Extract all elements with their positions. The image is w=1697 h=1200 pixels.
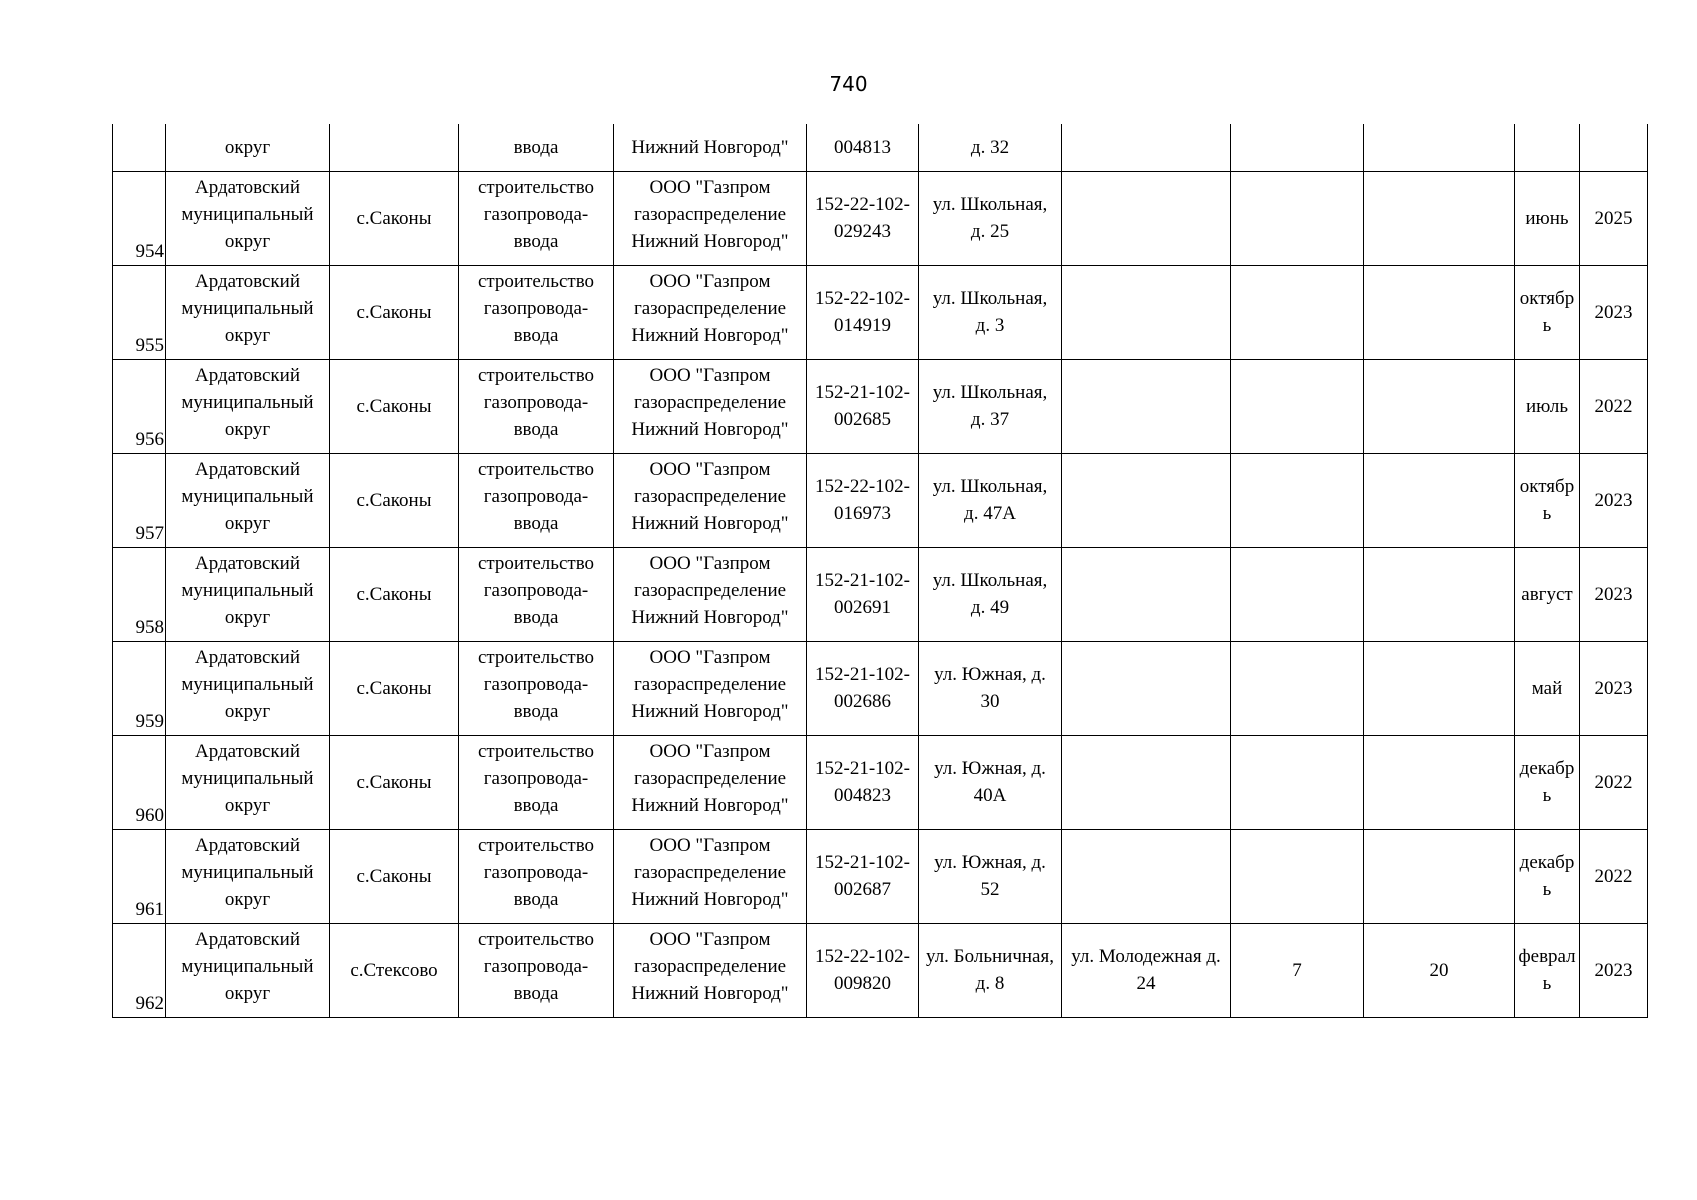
cell-line: д. 49 (970, 597, 1010, 618)
cell-line: 014919 (834, 315, 891, 336)
year-cell: 2022 (1580, 735, 1648, 829)
cell-line: ул. Школьная, (932, 570, 1048, 591)
cell-line: округ (224, 324, 271, 346)
gasification-table (112, 124, 1648, 1018)
cell-line: 152-22-102- (815, 946, 910, 967)
district-cell (166, 453, 330, 547)
row-number-cell: 962 (113, 923, 166, 1017)
cell-line: феврал (1518, 946, 1576, 967)
cell-line: октябр (1519, 476, 1575, 497)
value-cell-a (1231, 453, 1364, 547)
cell-line: строительство (477, 834, 595, 856)
cell-line: строительство (477, 364, 595, 386)
cell-line: 004823 (834, 785, 891, 806)
table-row (113, 124, 1648, 171)
cell-line: ь (1542, 879, 1552, 900)
settlement-cell (330, 124, 459, 171)
value-cell-a (1231, 547, 1364, 641)
row-number-cell: 958 (113, 547, 166, 641)
cell-line: муниципальный (181, 767, 314, 789)
cell-line: газопровода- (483, 579, 589, 601)
settlement-cell: с.Саконы (330, 359, 459, 453)
cell-line: 004813 (834, 136, 891, 158)
cell-line: ул. Южная, д. (934, 758, 1046, 779)
table-row (113, 829, 1648, 923)
cell-line: июнь (1525, 207, 1569, 229)
year-cell: 2022 (1580, 829, 1648, 923)
cell-line: муниципальный (181, 861, 314, 883)
organization-cell (614, 171, 807, 265)
year-cell: 2022 (1580, 359, 1648, 453)
value-cell-b (1364, 171, 1515, 265)
year-cell: 2023 (1580, 453, 1648, 547)
cell-line: 152-22-102- (815, 288, 910, 309)
cell-line: д. 32 (970, 136, 1010, 158)
cell-line: Ардатовский (195, 458, 300, 480)
application-code-cell (807, 641, 919, 735)
cell-line: 152-22-102- (815, 194, 910, 215)
cell-line: газораспределение (633, 955, 787, 977)
cell-line: ввода (513, 982, 559, 1004)
district-cell (166, 171, 330, 265)
cell-line: газораспределение (633, 579, 787, 601)
year-cell: 2023 (1580, 923, 1648, 1017)
cell-line: газопровода- (483, 673, 589, 695)
value-cell-a (1231, 171, 1364, 265)
cell-line: 152-21-102- (815, 570, 910, 591)
organization-cell (614, 453, 807, 547)
table-row (113, 547, 1648, 641)
row-number-cell: 957 (113, 453, 166, 547)
cell-line: Ардатовский (195, 552, 300, 574)
cell-line: строительство (477, 740, 595, 762)
cell-line: 002685 (834, 409, 891, 430)
application-code-cell (807, 829, 919, 923)
cell-line: ь (1542, 973, 1552, 994)
value-cell-b (1364, 829, 1515, 923)
organization-cell (614, 265, 807, 359)
second-address-cell (1062, 735, 1231, 829)
cell-line: строительство (477, 646, 595, 668)
table-body (113, 124, 1648, 1017)
cell-line: округ (224, 512, 271, 534)
work-type-cell (459, 641, 614, 735)
month-cell (1515, 735, 1580, 829)
cell-line: ООО "Газпром (649, 646, 771, 668)
cell-line: муниципальный (181, 485, 314, 507)
value-cell-a (1231, 124, 1364, 171)
value-cell-b (1364, 735, 1515, 829)
row-number-cell: 959 (113, 641, 166, 735)
year-cell: 2023 (1580, 547, 1648, 641)
address-cell (919, 359, 1062, 453)
district-cell (166, 923, 330, 1017)
cell-line: округ (224, 606, 271, 628)
cell-line: Ардатовский (195, 176, 300, 198)
month-cell (1515, 829, 1580, 923)
year-cell: 2023 (1580, 641, 1648, 735)
row-number-cell: 954 (113, 171, 166, 265)
cell-line: газораспределение (633, 767, 787, 789)
cell-line: ул. Школьная, (932, 288, 1048, 309)
cell-line: ввода (513, 794, 559, 816)
cell-line: Ардатовский (195, 834, 300, 856)
work-type-cell (459, 171, 614, 265)
cell-line: ввода (513, 888, 559, 910)
cell-line: ООО "Газпром (649, 176, 771, 198)
cell-line: округ (224, 794, 271, 816)
cell-line: ООО "Газпром (649, 458, 771, 480)
settlement-cell: с.Стексово (330, 923, 459, 1017)
cell-line: ввода (513, 700, 559, 722)
cell-line: газопровода- (483, 767, 589, 789)
cell-line: Ардатовский (195, 928, 300, 950)
table-row (113, 735, 1648, 829)
cell-line: Нижний Новгород" (631, 888, 789, 910)
cell-line: газораспределение (633, 673, 787, 695)
application-code-cell (807, 923, 919, 1017)
application-code-cell (807, 359, 919, 453)
application-code-cell (807, 171, 919, 265)
cell-line: 152-21-102- (815, 852, 910, 873)
cell-line: строительство (477, 176, 595, 198)
second-address-cell (1062, 923, 1231, 1017)
cell-line: 152-21-102- (815, 664, 910, 685)
month-cell (1515, 265, 1580, 359)
value-cell-b (1364, 453, 1515, 547)
cell-line: 152-22-102- (815, 476, 910, 497)
table-row (113, 453, 1648, 547)
district-cell (166, 829, 330, 923)
table-row (113, 171, 1648, 265)
work-type-cell (459, 547, 614, 641)
cell-line: ул. Школьная, (932, 476, 1048, 497)
cell-line: газопровода- (483, 297, 589, 319)
cell-line: 30 (980, 691, 1000, 712)
cell-line: 52 (980, 879, 1000, 900)
cell-line: газопровода- (483, 861, 589, 883)
settlement-cell: с.Саконы (330, 265, 459, 359)
organization-cell (614, 735, 807, 829)
cell-line: газопровода- (483, 485, 589, 507)
cell-line: декабр (1519, 758, 1575, 779)
cell-line: ул. Школьная, (932, 382, 1048, 403)
settlement-cell: с.Саконы (330, 829, 459, 923)
cell-line: газораспределение (633, 297, 787, 319)
row-number-cell: 955 (113, 265, 166, 359)
cell-line: Нижний Новгород" (631, 418, 789, 440)
table-row (113, 641, 1648, 735)
cell-line: строительство (477, 458, 595, 480)
work-type-cell (459, 359, 614, 453)
month-cell (1515, 171, 1580, 265)
cell-line: ул. Больничная, (926, 946, 1054, 967)
cell-line: Ардатовский (195, 740, 300, 762)
cell-line: муниципальный (181, 579, 314, 601)
cell-line: газораспределение (633, 485, 787, 507)
settlement-cell: с.Саконы (330, 453, 459, 547)
cell-line: 002687 (834, 879, 891, 900)
cell-line: д. 25 (970, 221, 1010, 242)
address-cell (919, 923, 1062, 1017)
row-number-cell: 956 (113, 359, 166, 453)
cell-line: муниципальный (181, 955, 314, 977)
cell-line: ь (1542, 315, 1552, 336)
cell-line: газораспределение (633, 861, 787, 883)
cell-line: ввода (513, 324, 559, 346)
organization-cell (614, 124, 807, 171)
value-cell-b (1364, 124, 1515, 171)
value-cell-a: 7 (1231, 923, 1364, 1017)
work-type-cell (459, 124, 614, 171)
second-address-cell (1062, 265, 1231, 359)
cell-line: муниципальный (181, 203, 314, 225)
district-cell (166, 547, 330, 641)
page-number: 740 (829, 72, 868, 96)
address-cell (919, 171, 1062, 265)
settlement-cell: с.Саконы (330, 735, 459, 829)
cell-line: 152-21-102- (815, 382, 910, 403)
organization-cell (614, 547, 807, 641)
cell-line: ввода (513, 512, 559, 534)
month-cell (1515, 124, 1580, 171)
year-cell (1580, 124, 1648, 171)
district-cell (166, 641, 330, 735)
cell-line: газораспределение (633, 391, 787, 413)
cell-line: 016973 (834, 503, 891, 524)
district-cell (166, 735, 330, 829)
month-cell (1515, 547, 1580, 641)
cell-line: строительство (477, 270, 595, 292)
cell-line: ООО "Газпром (649, 270, 771, 292)
second-address-cell (1062, 124, 1231, 171)
address-cell (919, 124, 1062, 171)
value-cell-a (1231, 359, 1364, 453)
value-cell-b: 20 (1364, 923, 1515, 1017)
cell-line: ООО "Газпром (649, 928, 771, 950)
address-cell (919, 265, 1062, 359)
cell-line: округ (224, 418, 271, 440)
cell-line: д. 8 (975, 973, 1005, 994)
cell-line: 029243 (834, 221, 891, 242)
table-row (113, 265, 1648, 359)
value-cell-a (1231, 735, 1364, 829)
cell-line: округ (224, 230, 271, 252)
table-row (113, 923, 1648, 1017)
cell-line: округ (224, 982, 271, 1004)
organization-cell (614, 641, 807, 735)
application-code-cell (807, 453, 919, 547)
organization-cell (614, 359, 807, 453)
value-cell-a (1231, 641, 1364, 735)
year-cell: 2025 (1580, 171, 1648, 265)
cell-line: ввода (513, 136, 559, 158)
row-number-cell: 961 (113, 829, 166, 923)
value-cell-b (1364, 641, 1515, 735)
cell-line: Ардатовский (195, 270, 300, 292)
cell-line: 002686 (834, 691, 891, 712)
cell-line: ул. Южная, д. (934, 664, 1046, 685)
cell-line: газопровода- (483, 955, 589, 977)
work-type-cell (459, 265, 614, 359)
cell-line: Нижний Новгород" (631, 512, 789, 534)
month-cell (1515, 923, 1580, 1017)
application-code-cell (807, 735, 919, 829)
cell-line: ООО "Газпром (649, 834, 771, 856)
cell-line: Нижний Новгород" (631, 324, 789, 346)
application-code-cell (807, 124, 919, 171)
address-cell (919, 547, 1062, 641)
cell-line: ь (1542, 503, 1552, 524)
cell-line: Нижний Новгород" (631, 982, 789, 1004)
work-type-cell (459, 735, 614, 829)
work-type-cell (459, 453, 614, 547)
organization-cell (614, 829, 807, 923)
cell-line: д. 47А (964, 503, 1016, 524)
cell-line: Нижний Новгород" (631, 136, 789, 158)
second-address-cell (1062, 547, 1231, 641)
second-address-cell (1062, 641, 1231, 735)
cell-line: ООО "Газпром (649, 364, 771, 386)
cell-line: декабр (1519, 852, 1575, 873)
value-cell-b (1364, 265, 1515, 359)
table-row (113, 359, 1648, 453)
cell-line: ь (1542, 785, 1552, 806)
work-type-cell (459, 923, 614, 1017)
year-cell: 2023 (1580, 265, 1648, 359)
settlement-cell: с.Саконы (330, 641, 459, 735)
cell-line: ввода (513, 230, 559, 252)
settlement-cell: с.Саконы (330, 171, 459, 265)
cell-line: 009820 (834, 973, 891, 994)
cell-line: газопровода- (483, 203, 589, 225)
work-type-cell (459, 829, 614, 923)
address-cell (919, 453, 1062, 547)
address-cell (919, 641, 1062, 735)
settlement-cell: с.Саконы (330, 547, 459, 641)
cell-line: газораспределение (633, 203, 787, 225)
cell-line: строительство (477, 928, 595, 950)
organization-cell (614, 923, 807, 1017)
address-cell (919, 829, 1062, 923)
cell-line: округ (224, 136, 271, 158)
district-cell (166, 124, 330, 171)
cell-line: октябр (1519, 288, 1575, 309)
month-cell (1515, 641, 1580, 735)
cell-line: д. 37 (970, 409, 1010, 430)
cell-line: Ардатовский (195, 364, 300, 386)
cell-line: 002691 (834, 597, 891, 618)
cell-line: ул. Школьная, (932, 194, 1048, 215)
cell-line: 152-21-102- (815, 758, 910, 779)
value-cell-b (1364, 359, 1515, 453)
cell-line: ул. Молодежная д. (1071, 946, 1221, 967)
second-address-cell (1062, 359, 1231, 453)
value-cell-a (1231, 829, 1364, 923)
cell-line: Ардатовский (195, 646, 300, 668)
application-code-cell (807, 547, 919, 641)
row-number-cell: 960 (113, 735, 166, 829)
cell-line: Нижний Новгород" (631, 606, 789, 628)
cell-line: строительство (477, 552, 595, 574)
value-cell-b (1364, 547, 1515, 641)
cell-line: округ (224, 700, 271, 722)
cell-line: д. 3 (975, 315, 1005, 336)
second-address-cell (1062, 453, 1231, 547)
cell-line: муниципальный (181, 673, 314, 695)
cell-line: Нижний Новгород" (631, 230, 789, 252)
cell-line: Нижний Новгород" (631, 794, 789, 816)
cell-line: муниципальный (181, 391, 314, 413)
row-number-cell (113, 124, 166, 171)
cell-line: газопровода- (483, 391, 589, 413)
cell-line: 24 (1136, 973, 1156, 994)
second-address-cell (1062, 171, 1231, 265)
cell-line: 40А (973, 785, 1007, 806)
cell-line: июль (1525, 395, 1569, 417)
second-address-cell (1062, 829, 1231, 923)
cell-line: ООО "Газпром (649, 552, 771, 574)
cell-line: ООО "Газпром (649, 740, 771, 762)
district-cell (166, 359, 330, 453)
month-cell (1515, 359, 1580, 453)
cell-line: округ (224, 888, 271, 910)
cell-line: август (1521, 583, 1573, 605)
district-cell (166, 265, 330, 359)
cell-line: Нижний Новгород" (631, 700, 789, 722)
month-cell (1515, 453, 1580, 547)
cell-line: муниципальный (181, 297, 314, 319)
cell-line: ввода (513, 606, 559, 628)
cell-line: ввода (513, 418, 559, 440)
cell-line: май (1531, 677, 1563, 699)
application-code-cell (807, 265, 919, 359)
address-cell (919, 735, 1062, 829)
cell-line: ул. Южная, д. (934, 852, 1046, 873)
value-cell-a (1231, 265, 1364, 359)
